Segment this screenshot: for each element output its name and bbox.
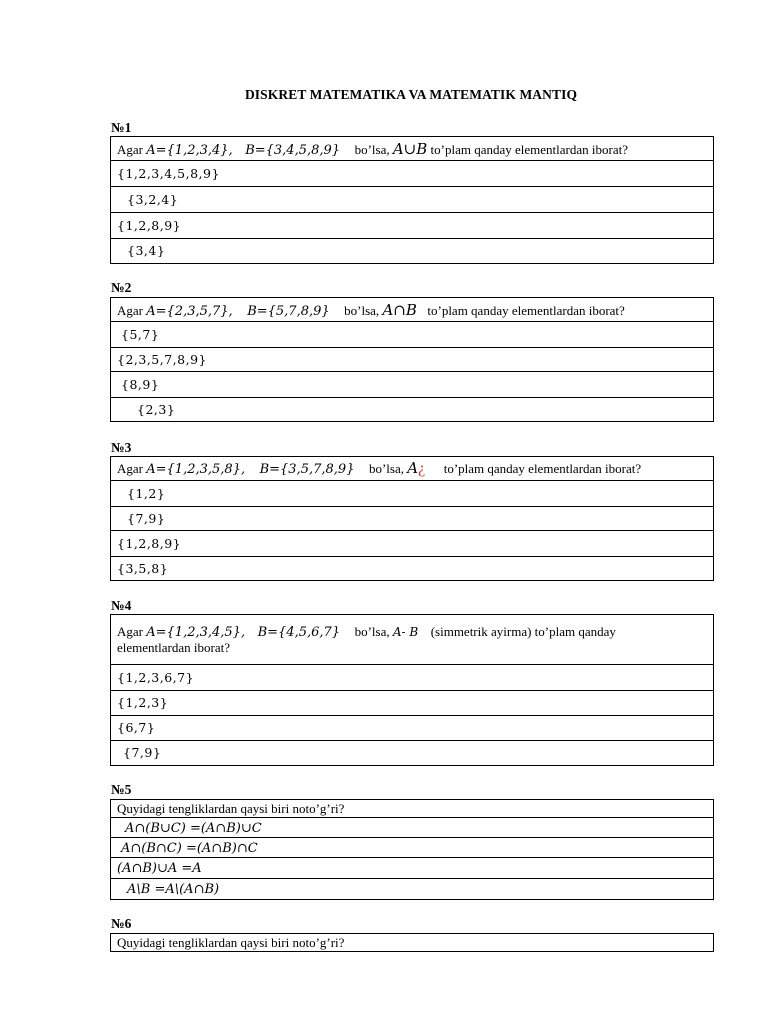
answer-option[interactable]: {7,9} [111,507,714,531]
set-a: A={1,2,3,4}, [146,142,233,158]
question-table [110,799,714,900]
answer-option[interactable]: {3,2,4} [111,187,714,213]
question-table [110,933,714,952]
answer-option[interactable]: {1,2,3,4,5,8,9} [111,161,714,187]
set-b: B={5,7,8,9} [247,303,330,319]
question-table [110,297,714,422]
answer-option[interactable]: {3,4} [111,239,714,264]
question-text: Agar A={1,2,3,4}, B={3,4,5,8,9} bo’lsa, A∪B to’plam qanday elementlardan iborat? [111,137,714,161]
set-b: B={4,5,6,7} [257,625,341,640]
question-number: №4 [111,598,132,613]
answer-option[interactable]: {8,9} [111,372,714,398]
answer-option[interactable]: {5,7} [111,322,714,348]
answer-option[interactable]: A\B =A\(A∩B) [111,879,714,900]
answer-option[interactable]: (A∩B)∪A =A [111,858,714,879]
operation: A [407,459,419,477]
set-b: B={3,4,5,8,9} [245,142,341,158]
question-table [110,614,714,766]
answer-option[interactable]: {2,3} [111,398,714,422]
question-text: Quyidagi tengliklardan qaysi biri noto’g’ri? [111,934,714,952]
set-a: A={1,2,3,4,5}, [146,625,246,640]
question-table [110,136,714,264]
question-table [110,456,714,581]
question-text: Agar A={2,3,5,7}, B={5,7,8,9} bo’lsa, A∩B to’plam qanday elementlardan iborat? [111,298,714,322]
answer-option[interactable]: {1,2,8,9} [111,531,714,557]
answer-option[interactable]: {2,3,5,7,8,9} [111,348,714,372]
question-text: Agar A={1,2,3,4,5}, B={4,5,6,7} bo’lsa, A- B (simmetrik ayirma) to’plam qanday elementlardan iborat? [111,615,714,665]
answer-option[interactable]: {1,2,3,6,7} [111,665,714,691]
question-number: №1 [111,120,132,135]
question-text: Agar A={1,2,3,5,8}, B={3,5,7,8,9} bo’lsa, A¿ to’plam qanday elementlardan iborat? [111,457,714,481]
question-text: Quyidagi tengliklardan qaysi biri noto’g’ri? [111,800,714,818]
question-number: №5 [111,782,132,797]
question-number: №6 [111,916,132,931]
answer-option[interactable]: A∩(B∩C) =(A∩B)∩C [111,838,714,858]
answer-option[interactable]: {6,7} [111,716,714,741]
question-number: №3 [111,440,132,455]
page-title: DISKRET MATEMATIKA VA MATEMATIK MANTIQ [244,87,578,102]
set-b: B={3,5,7,8,9} [259,462,355,477]
answer-option[interactable]: A∩(B∪C) =(A∩B)∪C [111,818,714,838]
question-number: №2 [111,280,132,295]
answer-option[interactable]: {1,2} [111,481,714,507]
set-a: A={2,3,5,7}, [146,303,233,319]
answer-option[interactable]: {7,9} [111,741,714,766]
answer-option[interactable]: {1,2,8,9} [111,213,714,239]
operation: A- B [392,625,419,639]
operation: A∩B [382,300,417,319]
answer-option[interactable]: {1,2,3} [111,691,714,716]
operation: A∪B [392,139,428,158]
answer-option[interactable]: {3,5,8} [111,557,714,581]
set-a: A={1,2,3,5,8}, [146,462,246,477]
